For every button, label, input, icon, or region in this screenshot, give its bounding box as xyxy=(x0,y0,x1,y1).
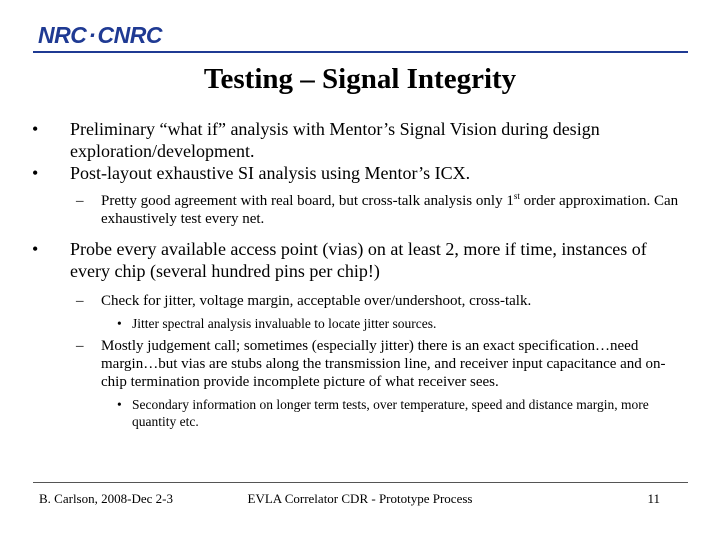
logo-cnrc: CNRC xyxy=(97,22,162,48)
slide-body xyxy=(0,118,720,430)
bullet-mark: • xyxy=(117,397,122,412)
sub-bullet-text-post: order approximation. Can exhaustively test every net. xyxy=(101,193,679,227)
sub-bullet-item xyxy=(76,191,686,228)
bullet-item xyxy=(32,118,670,162)
title-divider xyxy=(33,51,688,53)
superscript-st: st xyxy=(513,191,520,201)
sub-sub-bullet-item xyxy=(117,315,672,332)
sub-bullet-text: Check for jitter, voltage margin, acceptable over/undershoot, cross-talk. xyxy=(101,293,532,309)
bullet-text: Preliminary “what if” analysis with Mentor’s Signal Vision during design exploration/development. xyxy=(70,119,600,161)
dash-mark: – xyxy=(76,293,84,309)
bullet-text: Post-layout exhaustive SI analysis using Mentor’s ICX. xyxy=(70,163,471,183)
bullet-mark: • xyxy=(32,119,39,139)
footer-page-number: 11 xyxy=(647,491,660,506)
footer-divider xyxy=(33,482,688,483)
sub-sub-bullet-text: Jitter spectral analysis invaluable to locate jitter sources. xyxy=(132,316,437,331)
bullet-item xyxy=(32,238,670,282)
slide-title: Testing – Signal Integrity xyxy=(203,63,517,95)
bullet-text: Probe every available access point (vias) on at least 2, more if time, instances of every chip (several hundred pins per chip!) xyxy=(70,239,647,281)
sub-bullet-text: Mostly judgement call; sometimes (especially jitter) there is an exact specification…need margin…but vias are stubs along the transmission line, and receiver input capacitance and on-chip termination provide incomplete picture of what receiver sees. xyxy=(101,338,666,390)
sub-bullet-item xyxy=(76,337,686,391)
sub-sub-bullet-text: Secondary information on longer term tests, over temperature, speed and distance margin, more quantity etc. xyxy=(132,397,649,429)
bullet-item xyxy=(32,162,670,184)
sub-bullet-text-pre: Pretty good agreement with real board, but cross-talk analysis only 1 xyxy=(101,193,514,209)
bullet-mark: • xyxy=(32,163,39,183)
logo-nrc: NRC xyxy=(38,22,87,48)
dash-mark: – xyxy=(76,338,84,354)
logo-separator: · xyxy=(88,22,96,48)
nrc-cnrc-logo xyxy=(38,22,162,49)
dash-mark: – xyxy=(76,193,84,209)
footer-author-date: B. Carlson, 2008-Dec 2-3 xyxy=(39,491,173,506)
sub-sub-bullet-item xyxy=(117,396,672,430)
footer-presentation-title: EVLA Correlator CDR - Prototype Process xyxy=(247,491,473,506)
bullet-mark: • xyxy=(117,316,122,331)
sub-bullet-item xyxy=(76,292,686,310)
bullet-mark: • xyxy=(32,239,39,259)
